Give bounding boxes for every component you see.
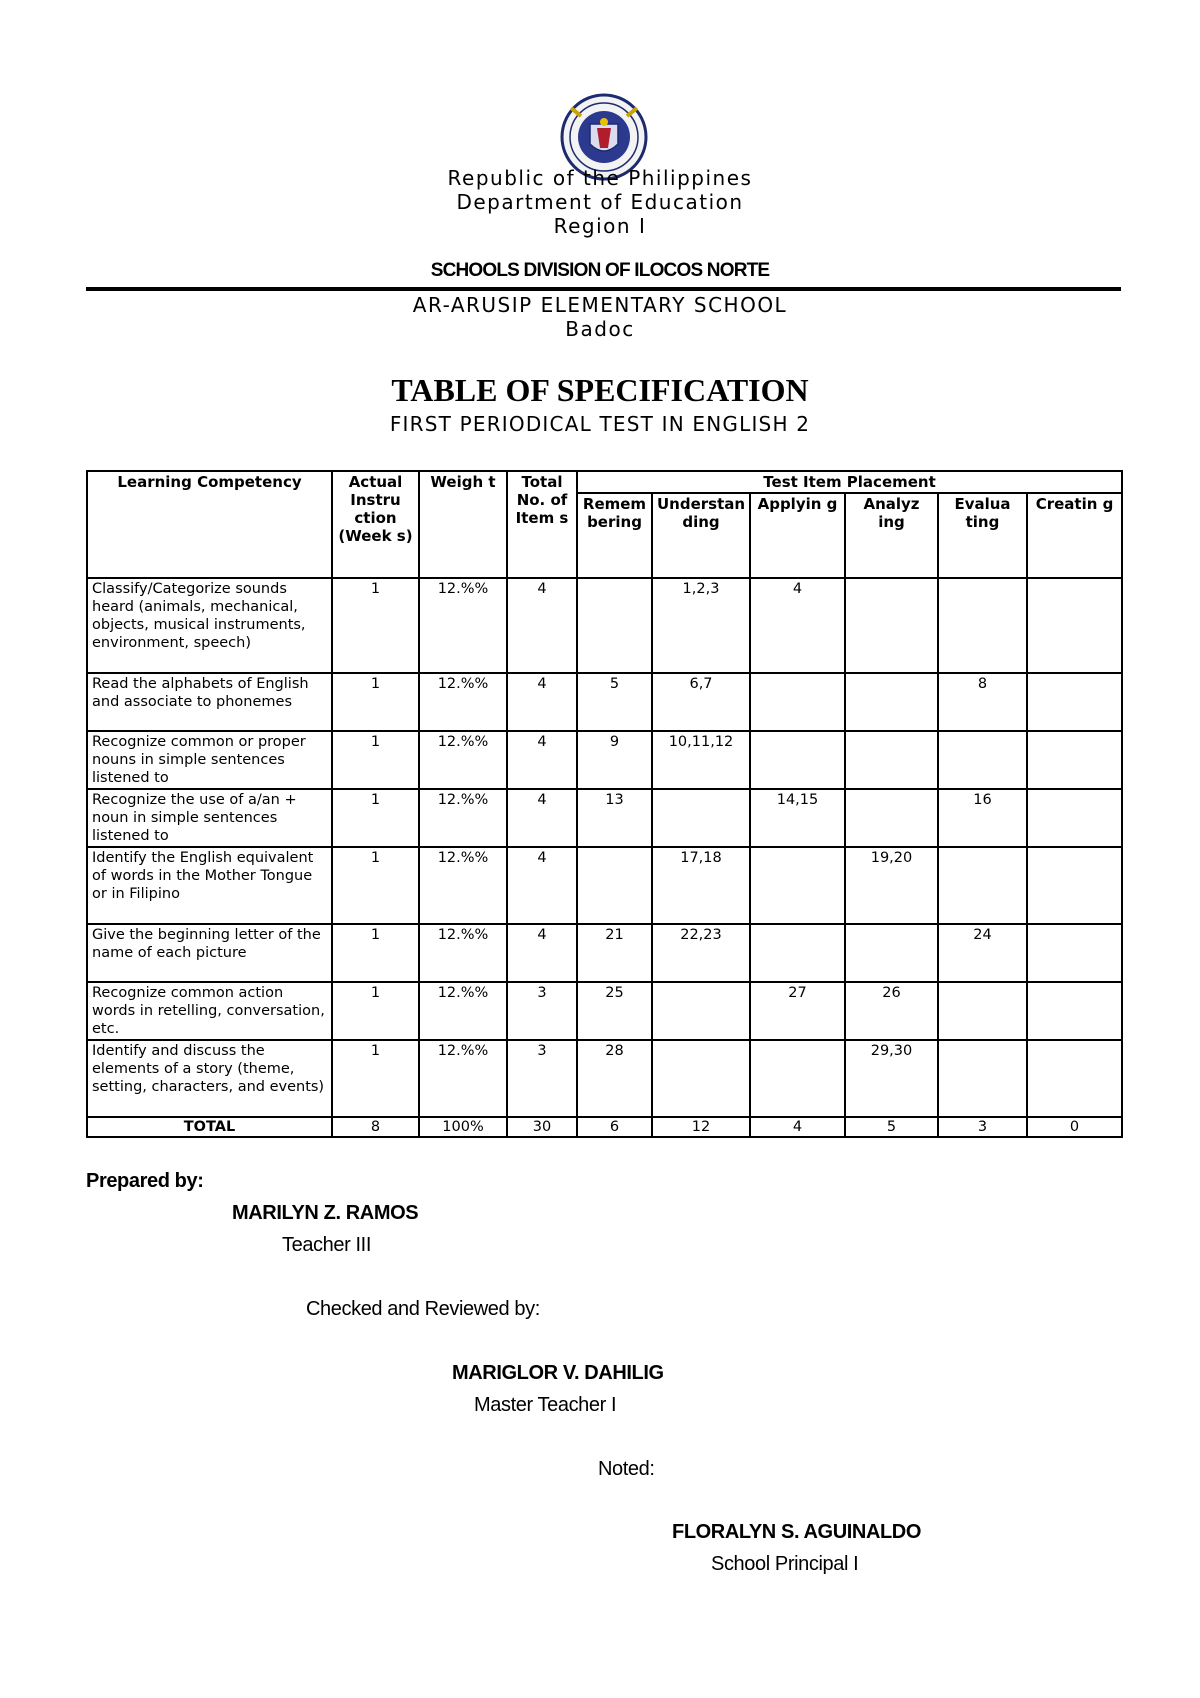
weight-cell: 12.%% <box>419 847 507 924</box>
table-row <box>87 731 1122 789</box>
analyzing-cell <box>845 731 938 789</box>
specification-table <box>86 470 1123 1138</box>
weeks-cell: 1 <box>332 982 419 1040</box>
total-applying: 4 <box>750 1117 845 1137</box>
items-cell: 4 <box>507 924 577 982</box>
items-cell: 3 <box>507 1040 577 1117</box>
analyzing-cell: 19,20 <box>845 847 938 924</box>
weeks-cell: 1 <box>332 847 419 924</box>
weight-cell: 12.%% <box>419 982 507 1040</box>
instruction-header: Actual Instru ction (Week s) <box>332 471 419 578</box>
items-cell: 4 <box>507 847 577 924</box>
evaluating-cell <box>938 1040 1027 1117</box>
applying-header: Applyin g <box>750 493 845 578</box>
total-evaluating: 3 <box>938 1117 1027 1137</box>
applying-cell <box>750 673 845 731</box>
understanding-cell <box>652 1040 750 1117</box>
understanding-cell: 10,11,12 <box>652 731 750 789</box>
total-label: TOTAL <box>87 1117 332 1137</box>
understanding-cell: 17,18 <box>652 847 750 924</box>
weeks-cell: 1 <box>332 731 419 789</box>
school-name: AR-ARUSIP ELEMENTARY SCHOOL <box>412 293 788 317</box>
school-location: Badoc <box>565 317 635 341</box>
country-name: Republic of the Philippines <box>447 166 753 190</box>
creating-cell <box>1027 731 1122 789</box>
total-creating: 0 <box>1027 1117 1122 1137</box>
total-understanding: 12 <box>652 1117 750 1137</box>
understanding-cell <box>652 982 750 1040</box>
evaluating-cell <box>938 982 1027 1040</box>
table-row <box>87 847 1122 924</box>
items-cell: 4 <box>507 789 577 847</box>
total-weeks: 8 <box>332 1117 419 1137</box>
creating-cell <box>1027 924 1122 982</box>
remembering-cell: 9 <box>577 731 652 789</box>
table-row <box>87 982 1122 1040</box>
remembering-cell: 21 <box>577 924 652 982</box>
creating-cell <box>1027 847 1122 924</box>
items-cell: 4 <box>507 731 577 789</box>
prepared-by-name: MARILYN Z. RAMOS <box>232 1202 419 1224</box>
noted-by-title: School Principal I <box>711 1553 859 1575</box>
weeks-cell: 1 <box>332 578 419 673</box>
evaluating-cell: 16 <box>938 789 1027 847</box>
header-row <box>87 471 1122 493</box>
competency-cell: Identify and discuss the elements of a story (theme, setting, characters, and events) <box>87 1040 332 1117</box>
items-cell: 3 <box>507 982 577 1040</box>
total-remembering: 6 <box>577 1117 652 1137</box>
applying-cell <box>750 847 845 924</box>
creating-cell <box>1027 1040 1122 1117</box>
items-cell: 4 <box>507 578 577 673</box>
understanding-cell <box>652 789 750 847</box>
remembering-cell <box>577 847 652 924</box>
total-items-header: Total No. of Item s <box>507 471 577 578</box>
weight-cell: 12.%% <box>419 924 507 982</box>
evaluating-cell <box>938 731 1027 789</box>
department-name: Department of Education <box>456 190 744 214</box>
evaluating-cell <box>938 847 1027 924</box>
creating-cell <box>1027 982 1122 1040</box>
checked-by-title: Master Teacher I <box>474 1394 617 1416</box>
applying-cell <box>750 1040 845 1117</box>
table-row <box>87 1040 1122 1117</box>
weeks-cell: 1 <box>332 1040 419 1117</box>
table-row <box>87 578 1122 673</box>
competency-cell: Recognize common action words in retelling, conversation, etc. <box>87 982 332 1040</box>
creating-cell <box>1027 578 1122 673</box>
total-analyzing: 5 <box>845 1117 938 1137</box>
page-title: TABLE OF SPECIFICATION <box>391 372 809 408</box>
creating-header: Creatin g <box>1027 493 1122 578</box>
analyzing-cell <box>845 789 938 847</box>
weeks-cell: 1 <box>332 924 419 982</box>
remembering-cell: 13 <box>577 789 652 847</box>
applying-cell: 4 <box>750 578 845 673</box>
table-row <box>87 924 1122 982</box>
weight-header: Weigh t <box>419 471 507 578</box>
applying-cell: 27 <box>750 982 845 1040</box>
weeks-cell: 1 <box>332 673 419 731</box>
weight-cell: 12.%% <box>419 789 507 847</box>
analyzing-cell: 29,30 <box>845 1040 938 1117</box>
remembering-header: Remem bering <box>577 493 652 578</box>
analyzing-cell <box>845 924 938 982</box>
weight-cell: 12.%% <box>419 731 507 789</box>
competency-cell: Recognize common or proper nouns in simple sentences listened to <box>87 731 332 789</box>
table-row <box>87 789 1122 847</box>
creating-cell <box>1027 673 1122 731</box>
prepared-by-label: Prepared by: <box>86 1170 204 1192</box>
understanding-cell: 1,2,3 <box>652 578 750 673</box>
remembering-cell <box>577 578 652 673</box>
division-name: SCHOOLS DIVISION OF ILOCOS NORTE <box>430 260 770 281</box>
competency-cell: Recognize the use of a/an + noun in simple sentences listened to <box>87 789 332 847</box>
evaluating-cell <box>938 578 1027 673</box>
placement-header: Test Item Placement <box>577 471 1122 493</box>
analyzing-cell <box>845 673 938 731</box>
competency-header: Learning Competency <box>87 471 332 578</box>
understanding-header: Understan ding <box>652 493 750 578</box>
weight-cell: 12.%% <box>419 1040 507 1117</box>
understanding-cell: 22,23 <box>652 924 750 982</box>
noted-by-label: Noted: <box>598 1458 655 1480</box>
total-weight: 100% <box>419 1117 507 1137</box>
analyzing-header: Analyz ing <box>845 493 938 578</box>
page-subtitle: FIRST PERIODICAL TEST IN ENGLISH 2 <box>389 412 811 436</box>
remembering-cell: 25 <box>577 982 652 1040</box>
applying-cell <box>750 924 845 982</box>
noted-by-name: FLORALYN S. AGUINALDO <box>672 1521 922 1543</box>
analyzing-cell: 26 <box>845 982 938 1040</box>
applying-cell: 14,15 <box>750 789 845 847</box>
evaluating-header: Evalua ting <box>938 493 1027 578</box>
remembering-cell: 5 <box>577 673 652 731</box>
remembering-cell: 28 <box>577 1040 652 1117</box>
competency-cell: Give the beginning letter of the name of each picture <box>87 924 332 982</box>
competency-cell: Classify/Categorize sounds heard (animals, mechanical, objects, musical instruments, environment, speech) <box>87 578 332 673</box>
region-name: Region I <box>553 214 647 238</box>
analyzing-cell <box>845 578 938 673</box>
evaluating-cell: 8 <box>938 673 1027 731</box>
competency-cell: Read the alphabets of English and associate to phonemes <box>87 673 332 731</box>
header-divider <box>86 287 1121 291</box>
prepared-by-title: Teacher III <box>282 1234 371 1256</box>
understanding-cell: 6,7 <box>652 673 750 731</box>
checked-by-label: Checked and Reviewed by: <box>306 1298 540 1320</box>
table-row <box>87 673 1122 731</box>
checked-by-name: MARIGLOR V. DAHILIG <box>452 1362 664 1384</box>
total-row <box>87 1117 1122 1137</box>
evaluating-cell: 24 <box>938 924 1027 982</box>
creating-cell <box>1027 789 1122 847</box>
competency-cell: Identify the English equivalent of words in the Mother Tongue or in Filipino <box>87 847 332 924</box>
weeks-cell: 1 <box>332 789 419 847</box>
applying-cell <box>750 731 845 789</box>
weight-cell: 12.%% <box>419 673 507 731</box>
items-cell: 4 <box>507 673 577 731</box>
weight-cell: 12.%% <box>419 578 507 673</box>
total-items: 30 <box>507 1117 577 1137</box>
